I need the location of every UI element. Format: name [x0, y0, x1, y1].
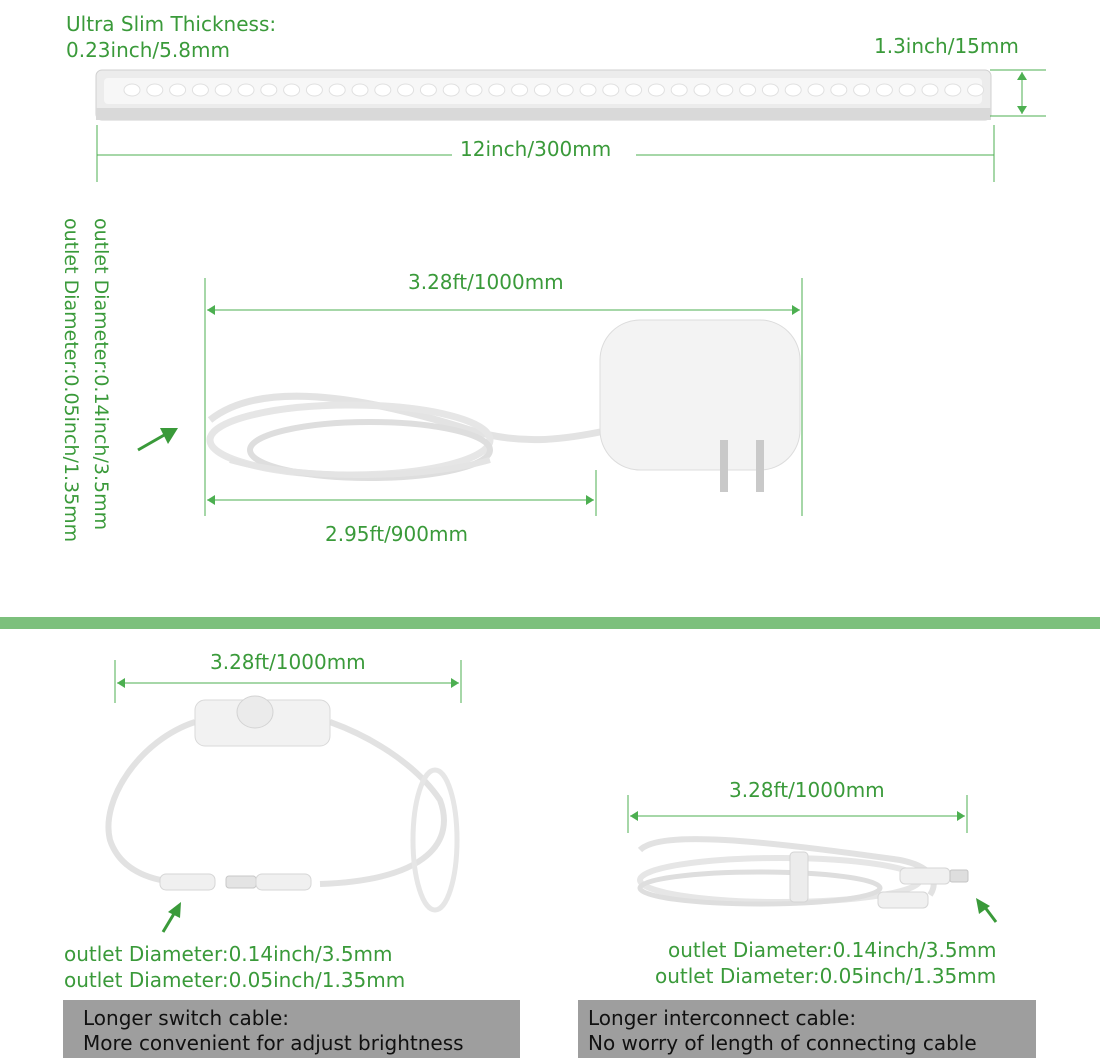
led-dot — [124, 84, 140, 96]
led-dot — [489, 84, 505, 96]
led-dot — [306, 84, 322, 96]
led-dot — [375, 84, 391, 96]
interconnect-box-line2: No worry of length of connecting cable — [588, 1031, 977, 1055]
led-bar — [96, 70, 991, 120]
led-dot — [785, 84, 801, 96]
led-dot — [580, 84, 596, 96]
adapter-outlet-2: outlet Diameter:0.05inch/1.35mm — [60, 218, 82, 543]
led-dot — [740, 84, 756, 96]
led-dot — [694, 84, 710, 96]
switch-outlet-1: outlet Diameter:0.14inch/3.5mm — [64, 942, 393, 966]
led-dot — [831, 84, 847, 96]
led-dot — [512, 84, 528, 96]
led-dot — [534, 84, 550, 96]
led-dot — [420, 84, 436, 96]
led-dot — [648, 84, 664, 96]
led-dot — [717, 84, 733, 96]
led-dot — [398, 84, 414, 96]
led-dot — [352, 84, 368, 96]
led-dot — [170, 84, 186, 96]
led-dot — [215, 84, 231, 96]
thickness-title: Ultra Slim Thickness: — [66, 12, 277, 36]
interconnect-length: 3.28ft/1000mm — [729, 778, 885, 802]
interconnect-box-line1: Longer interconnect cable: — [588, 1006, 857, 1030]
interconnect-cable-box — [578, 1000, 1036, 1058]
led-dot — [945, 84, 961, 96]
adapter-total-length: 3.28ft/1000mm — [408, 270, 564, 294]
switch-box-line1: Longer switch cable: — [83, 1006, 290, 1030]
led-dot — [603, 84, 619, 96]
led-dot — [329, 84, 345, 96]
interconnect-outlet-2: outlet Diameter:0.05inch/1.35mm — [655, 964, 997, 988]
led-dot — [466, 84, 482, 96]
led-dot — [968, 84, 984, 96]
led-dot — [876, 84, 892, 96]
led-dot — [808, 84, 824, 96]
led-dot — [192, 84, 208, 96]
led-dot — [147, 84, 163, 96]
interconnect-cable — [640, 839, 968, 908]
led-dot — [762, 84, 778, 96]
switch-length: 3.28ft/1000mm — [210, 650, 366, 674]
power-adapter — [210, 320, 800, 492]
thickness-value: 0.23inch/5.8mm — [66, 38, 230, 62]
height-label: 1.3inch/15mm — [874, 34, 1019, 58]
led-dot — [922, 84, 938, 96]
switch-cable-box — [63, 1000, 520, 1058]
led-dot — [238, 84, 254, 96]
section-divider — [0, 617, 1100, 629]
interconnect-outlet-1: outlet Diameter:0.14inch/3.5mm — [668, 938, 997, 962]
adapter-outlet-1: outlet Diameter:0.14inch/3.5mm — [90, 218, 112, 531]
switch-outlet-2: outlet Diameter:0.05inch/1.35mm — [64, 968, 406, 992]
switch-box-line2: More convenient for adjust brightness — [83, 1031, 464, 1055]
led-dot — [671, 84, 687, 96]
led-dot — [899, 84, 915, 96]
led-dot — [557, 84, 573, 96]
led-dot — [626, 84, 642, 96]
led-dot — [854, 84, 870, 96]
length-label: 12inch/300mm — [460, 137, 612, 161]
switch-cable — [108, 696, 457, 910]
led-dot — [443, 84, 459, 96]
led-dot — [284, 84, 300, 96]
adapter-cord-length: 2.95ft/900mm — [325, 522, 468, 546]
led-dot — [261, 84, 277, 96]
